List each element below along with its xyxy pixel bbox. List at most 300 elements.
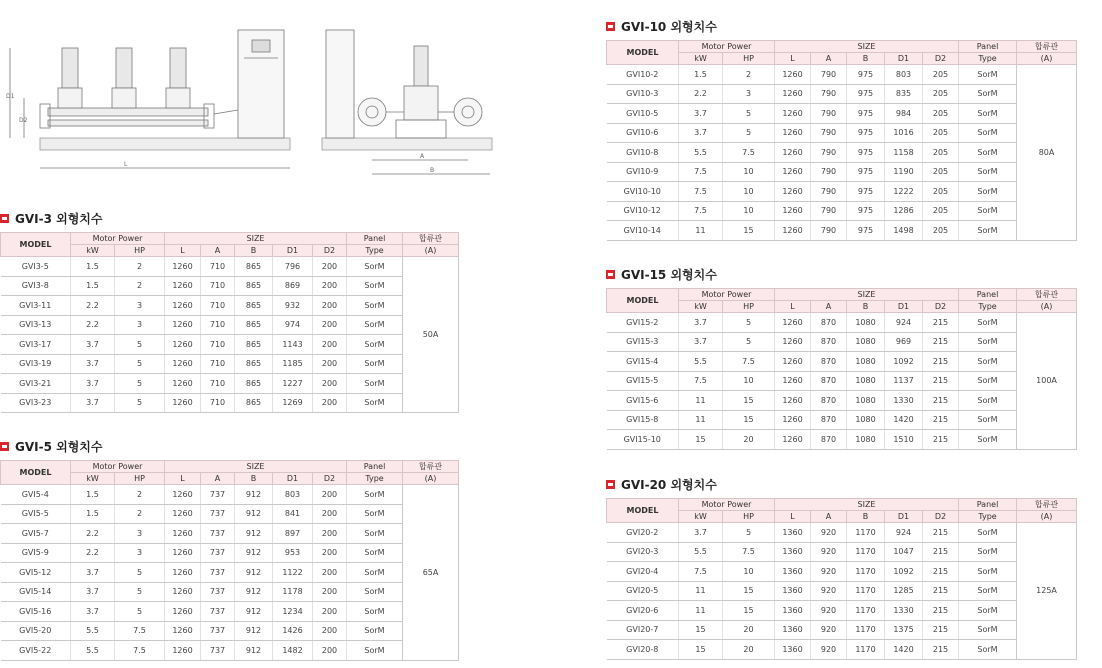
- cell-d2: 205: [923, 123, 959, 143]
- col-type: Type: [959, 511, 1017, 523]
- cell-l: 1260: [775, 123, 811, 143]
- col-motor-power: Motor Power: [679, 499, 775, 511]
- cell-b: 1080: [847, 313, 885, 333]
- cell-d1: 924: [885, 523, 923, 543]
- cell-a: 920: [811, 620, 847, 640]
- col-d1: D1: [885, 511, 923, 523]
- table-row: [1, 276, 459, 296]
- dimension-table: [0, 232, 459, 413]
- cell-kw: 3.7: [679, 313, 723, 333]
- cell-l: 1360: [775, 562, 811, 582]
- cell-hp: 10: [723, 371, 775, 391]
- cell-type: SorM: [959, 601, 1017, 621]
- col-kw: kW: [71, 245, 115, 257]
- cell-kw: 3.7: [71, 602, 115, 622]
- table-row: [607, 601, 1077, 621]
- cell-d1: 803: [273, 485, 313, 505]
- cell-l: 1260: [775, 104, 811, 124]
- cell-kw: 3.7: [679, 332, 723, 352]
- cell-a: 790: [811, 65, 847, 85]
- table-row: [607, 162, 1077, 182]
- cell-b: 865: [235, 354, 273, 374]
- col-panel: Panel: [959, 499, 1017, 511]
- cell-d2: 215: [923, 620, 959, 640]
- cell-d1: 1420: [885, 640, 923, 660]
- cell-d2: 215: [923, 391, 959, 411]
- cell-l: 1260: [165, 393, 201, 413]
- cell-b: 1170: [847, 581, 885, 601]
- cell-b: 975: [847, 182, 885, 202]
- cell-a: 737: [201, 621, 235, 641]
- cell-d1: 1269: [273, 393, 313, 413]
- cell-type: SorM: [347, 602, 403, 622]
- cell-d1: 974: [273, 315, 313, 335]
- col-kw: kW: [679, 301, 723, 313]
- col-hp: HP: [723, 301, 775, 313]
- cell-d2: 200: [313, 504, 347, 524]
- cell-d2: 205: [923, 104, 959, 124]
- cell-type: SorM: [959, 313, 1017, 333]
- cell-kw: 7.5: [679, 371, 723, 391]
- table-row: [607, 143, 1077, 163]
- cell-d2: 205: [923, 84, 959, 104]
- col-motor-power: Motor Power: [679, 41, 775, 53]
- cell-hp: 7.5: [723, 143, 775, 163]
- pump-dimension-drawing: [0, 18, 500, 188]
- col-b: B: [235, 245, 273, 257]
- cell-l: 1260: [775, 352, 811, 372]
- section-title-text: GVI-15 외형치수: [621, 267, 717, 282]
- cell-l: 1260: [165, 504, 201, 524]
- cell-d2: 205: [923, 201, 959, 221]
- cell-d2: 215: [923, 430, 959, 450]
- cell-d1: 932: [273, 296, 313, 316]
- col-model: MODEL: [1, 233, 71, 257]
- cell-b: 975: [847, 201, 885, 221]
- cell-kw: 2.2: [71, 543, 115, 563]
- cell-kw: 3.7: [679, 104, 723, 124]
- table-row: [1, 563, 459, 583]
- cell-d2: 200: [313, 602, 347, 622]
- cell-type: SorM: [347, 543, 403, 563]
- cell-type: SorM: [959, 143, 1017, 163]
- table-row: [1, 641, 459, 661]
- col-l: L: [165, 473, 201, 485]
- cell-b: 912: [235, 563, 273, 583]
- table-row: [1, 602, 459, 622]
- cell-model: GVI3-21: [1, 374, 71, 394]
- table-row: [607, 391, 1077, 411]
- col-model: MODEL: [607, 499, 679, 523]
- cell-pipe-size: 100A: [1017, 313, 1077, 450]
- cell-kw: 11: [679, 410, 723, 430]
- cell-kw: 1.5: [71, 257, 115, 277]
- cell-d2: 200: [313, 374, 347, 394]
- cell-model: GVI3-13: [1, 315, 71, 335]
- cell-type: SorM: [959, 391, 1017, 411]
- cell-b: 975: [847, 65, 885, 85]
- col-pipe: 합류관: [1017, 499, 1077, 511]
- cell-pipe-size: 80A: [1017, 65, 1077, 241]
- cell-hp: 5: [115, 602, 165, 622]
- cell-a: 710: [201, 276, 235, 296]
- table-row: [607, 430, 1077, 450]
- arrow-box-icon: [0, 214, 9, 223]
- cell-b: 1170: [847, 542, 885, 562]
- table-row: [607, 620, 1077, 640]
- cell-b: 912: [235, 582, 273, 602]
- cell-l: 1360: [775, 523, 811, 543]
- cell-a: 710: [201, 257, 235, 277]
- cell-d2: 200: [313, 335, 347, 355]
- cell-hp: 5: [723, 313, 775, 333]
- cell-hp: 2: [115, 257, 165, 277]
- cell-d1: 1285: [885, 581, 923, 601]
- cell-d1: 1190: [885, 162, 923, 182]
- cell-b: 912: [235, 504, 273, 524]
- cell-hp: 15: [723, 601, 775, 621]
- cell-model: GVI20-7: [607, 620, 679, 640]
- cell-d2: 200: [313, 582, 347, 602]
- cell-a: 737: [201, 524, 235, 544]
- cell-a: 737: [201, 563, 235, 583]
- col-size: SIZE: [165, 233, 347, 245]
- col-a: A: [811, 511, 847, 523]
- cell-model: GVI3-19: [1, 354, 71, 374]
- cell-type: SorM: [347, 276, 403, 296]
- cell-d1: 897: [273, 524, 313, 544]
- cell-l: 1260: [775, 430, 811, 450]
- cell-model: GVI15-10: [607, 430, 679, 450]
- cell-l: 1260: [165, 524, 201, 544]
- cell-model: GVI10-10: [607, 182, 679, 202]
- col-kw: kW: [679, 53, 723, 65]
- cell-b: 865: [235, 257, 273, 277]
- col-unit: (A): [1017, 53, 1077, 65]
- cell-d1: 1426: [273, 621, 313, 641]
- cell-l: 1260: [775, 313, 811, 333]
- table-row: [607, 640, 1077, 660]
- cell-kw: 7.5: [679, 162, 723, 182]
- section-title-text: GVI-5 외형치수: [15, 439, 103, 454]
- gvi15-section: [606, 266, 1077, 450]
- cell-a: 920: [811, 542, 847, 562]
- cell-b: 865: [235, 374, 273, 394]
- cell-d2: 200: [313, 354, 347, 374]
- table-row: [607, 104, 1077, 124]
- cell-hp: 15: [723, 410, 775, 430]
- cell-l: 1260: [165, 485, 201, 505]
- cell-hp: 7.5: [723, 542, 775, 562]
- cell-d1: 1016: [885, 123, 923, 143]
- cell-d1: 1092: [885, 352, 923, 372]
- col-d2: D2: [313, 245, 347, 257]
- cell-type: SorM: [959, 523, 1017, 543]
- table-row: [607, 352, 1077, 372]
- cell-hp: 2: [115, 276, 165, 296]
- cell-hp: 5: [115, 354, 165, 374]
- cell-a: 710: [201, 296, 235, 316]
- table-row: [607, 123, 1077, 143]
- table-row: [1, 524, 459, 544]
- table-row: [607, 221, 1077, 241]
- cell-pipe-size: 50A: [403, 257, 459, 413]
- col-b: B: [847, 301, 885, 313]
- cell-a: 790: [811, 162, 847, 182]
- label-b: B: [430, 167, 435, 174]
- cell-a: 737: [201, 504, 235, 524]
- cell-hp: 5: [115, 393, 165, 413]
- arrow-box-icon: [606, 480, 615, 489]
- cell-kw: 11: [679, 221, 723, 241]
- cell-b: 912: [235, 641, 273, 661]
- cell-model: GVI10-2: [607, 65, 679, 85]
- table-row: [1, 504, 459, 524]
- cell-hp: 15: [723, 391, 775, 411]
- cell-type: SorM: [959, 123, 1017, 143]
- cell-hp: 3: [723, 84, 775, 104]
- cell-d2: 205: [923, 162, 959, 182]
- cell-kw: 15: [679, 430, 723, 450]
- cell-model: GVI5-20: [1, 621, 71, 641]
- cell-a: 737: [201, 641, 235, 661]
- col-hp: HP: [115, 473, 165, 485]
- cell-a: 790: [811, 104, 847, 124]
- arrow-box-icon: [606, 270, 615, 279]
- cell-b: 975: [847, 104, 885, 124]
- col-a: A: [201, 473, 235, 485]
- cell-l: 1260: [775, 332, 811, 352]
- cell-kw: 2.2: [679, 84, 723, 104]
- col-l: L: [165, 245, 201, 257]
- cell-d2: 215: [923, 542, 959, 562]
- cell-b: 975: [847, 84, 885, 104]
- cell-model: GVI15-4: [607, 352, 679, 372]
- cell-d1: 1122: [273, 563, 313, 583]
- section-title-text: GVI-10 외형치수: [621, 19, 717, 34]
- cell-d1: 1137: [885, 371, 923, 391]
- cell-a: 737: [201, 582, 235, 602]
- cell-type: SorM: [959, 84, 1017, 104]
- cell-l: 1360: [775, 542, 811, 562]
- cell-d2: 200: [313, 296, 347, 316]
- cell-hp: 7.5: [115, 621, 165, 641]
- cell-d2: 200: [313, 543, 347, 563]
- cell-kw: 3.7: [71, 393, 115, 413]
- cell-d1: 1143: [273, 335, 313, 355]
- col-d1: D1: [273, 245, 313, 257]
- cell-l: 1260: [775, 391, 811, 411]
- cell-d1: 1227: [273, 374, 313, 394]
- col-l: L: [775, 53, 811, 65]
- cell-type: SorM: [959, 371, 1017, 391]
- cell-type: SorM: [959, 410, 1017, 430]
- cell-d1: 1222: [885, 182, 923, 202]
- cell-d1: 835: [885, 84, 923, 104]
- col-type: Type: [347, 245, 403, 257]
- table-row: [1, 374, 459, 394]
- cell-d1: 1375: [885, 620, 923, 640]
- col-b: B: [847, 53, 885, 65]
- cell-a: 870: [811, 430, 847, 450]
- table-row: [607, 84, 1077, 104]
- cell-type: SorM: [347, 582, 403, 602]
- cell-a: 737: [201, 485, 235, 505]
- col-unit: (A): [403, 473, 459, 485]
- cell-type: SorM: [959, 430, 1017, 450]
- cell-d2: 215: [923, 640, 959, 660]
- cell-a: 737: [201, 543, 235, 563]
- cell-b: 1080: [847, 391, 885, 411]
- cell-d2: 200: [313, 485, 347, 505]
- cell-b: 865: [235, 296, 273, 316]
- cell-l: 1360: [775, 640, 811, 660]
- cell-d1: 1498: [885, 221, 923, 241]
- cell-b: 1080: [847, 410, 885, 430]
- cell-d1: 1330: [885, 391, 923, 411]
- cell-b: 1080: [847, 371, 885, 391]
- cell-l: 1260: [165, 315, 201, 335]
- dimension-table: [0, 460, 459, 661]
- cell-a: 710: [201, 315, 235, 335]
- table-row: [1, 582, 459, 602]
- cell-type: SorM: [347, 354, 403, 374]
- cell-d1: 1510: [885, 430, 923, 450]
- col-kw: kW: [71, 473, 115, 485]
- cell-b: 912: [235, 524, 273, 544]
- cell-d2: 200: [313, 621, 347, 641]
- cell-kw: 11: [679, 601, 723, 621]
- cell-model: GVI5-14: [1, 582, 71, 602]
- cell-d2: 200: [313, 315, 347, 335]
- cell-d2: 205: [923, 182, 959, 202]
- col-unit: (A): [1017, 511, 1077, 523]
- cell-type: SorM: [347, 621, 403, 641]
- col-panel: Panel: [959, 289, 1017, 301]
- cell-l: 1260: [775, 371, 811, 391]
- cell-kw: 3.7: [71, 354, 115, 374]
- cell-d1: 984: [885, 104, 923, 124]
- col-unit: (A): [403, 245, 459, 257]
- cell-a: 870: [811, 391, 847, 411]
- cell-model: GVI15-6: [607, 391, 679, 411]
- cell-kw: 7.5: [679, 182, 723, 202]
- cell-kw: 3.7: [71, 374, 115, 394]
- col-d2: D2: [923, 301, 959, 313]
- cell-type: SorM: [959, 332, 1017, 352]
- cell-b: 975: [847, 143, 885, 163]
- cell-model: GVI15-3: [607, 332, 679, 352]
- cell-kw: 7.5: [679, 562, 723, 582]
- col-d2: D2: [313, 473, 347, 485]
- cell-b: 1080: [847, 332, 885, 352]
- col-pipe: 합류관: [403, 461, 459, 473]
- col-model: MODEL: [607, 41, 679, 65]
- cell-b: 1080: [847, 352, 885, 372]
- col-type: Type: [959, 53, 1017, 65]
- cell-hp: 10: [723, 182, 775, 202]
- cell-kw: 11: [679, 581, 723, 601]
- col-pipe: 합류관: [403, 233, 459, 245]
- cell-a: 870: [811, 313, 847, 333]
- label-d1: D1: [6, 93, 15, 100]
- cell-model: GVI5-7: [1, 524, 71, 544]
- col-model: MODEL: [1, 461, 71, 485]
- cell-model: GVI10-5: [607, 104, 679, 124]
- cell-kw: 3.7: [679, 123, 723, 143]
- cell-model: GVI5-12: [1, 563, 71, 583]
- cell-model: GVI10-12: [607, 201, 679, 221]
- label-a: A: [420, 153, 425, 160]
- cell-b: 1170: [847, 562, 885, 582]
- cell-b: 912: [235, 485, 273, 505]
- cell-l: 1260: [165, 354, 201, 374]
- table-row: [607, 371, 1077, 391]
- cell-type: SorM: [347, 296, 403, 316]
- cell-d2: 215: [923, 562, 959, 582]
- cell-hp: 7.5: [723, 352, 775, 372]
- cell-hp: 2: [723, 65, 775, 85]
- cell-type: SorM: [959, 104, 1017, 124]
- label-d2: D2: [19, 117, 28, 124]
- gvi5-section: [0, 438, 459, 661]
- cell-kw: 2.2: [71, 296, 115, 316]
- cell-d1: 796: [273, 257, 313, 277]
- cell-type: SorM: [347, 374, 403, 394]
- cell-type: SorM: [347, 485, 403, 505]
- cell-model: GVI20-3: [607, 542, 679, 562]
- col-b: B: [847, 511, 885, 523]
- cell-l: 1260: [165, 335, 201, 355]
- cell-l: 1260: [165, 296, 201, 316]
- cell-b: 975: [847, 221, 885, 241]
- cell-d2: 215: [923, 352, 959, 372]
- cell-kw: 15: [679, 640, 723, 660]
- col-pipe: 합류관: [1017, 41, 1077, 53]
- cell-b: 1170: [847, 640, 885, 660]
- cell-type: SorM: [959, 640, 1017, 660]
- cell-model: GVI20-2: [607, 523, 679, 543]
- section-title: [0, 438, 459, 454]
- cell-d2: 200: [313, 563, 347, 583]
- cell-type: SorM: [347, 315, 403, 335]
- cell-hp: 5: [723, 123, 775, 143]
- front-view: [10, 30, 290, 168]
- col-size: SIZE: [165, 461, 347, 473]
- col-b: B: [235, 473, 273, 485]
- cell-hp: 20: [723, 640, 775, 660]
- cell-model: GVI3-23: [1, 393, 71, 413]
- dimension-table: [606, 40, 1077, 241]
- cell-kw: 11: [679, 391, 723, 411]
- col-motor-power: Motor Power: [679, 289, 775, 301]
- table-row: [607, 410, 1077, 430]
- cell-b: 912: [235, 621, 273, 641]
- cell-l: 1260: [165, 374, 201, 394]
- cell-b: 1080: [847, 430, 885, 450]
- col-kw: kW: [679, 511, 723, 523]
- cell-kw: 3.7: [71, 582, 115, 602]
- cell-l: 1260: [775, 84, 811, 104]
- cell-d2: 215: [923, 313, 959, 333]
- cell-a: 790: [811, 201, 847, 221]
- col-size: SIZE: [775, 41, 959, 53]
- cell-a: 870: [811, 352, 847, 372]
- table-row: [1, 354, 459, 374]
- cell-a: 920: [811, 562, 847, 582]
- cell-model: GVI20-4: [607, 562, 679, 582]
- cell-d1: 924: [885, 313, 923, 333]
